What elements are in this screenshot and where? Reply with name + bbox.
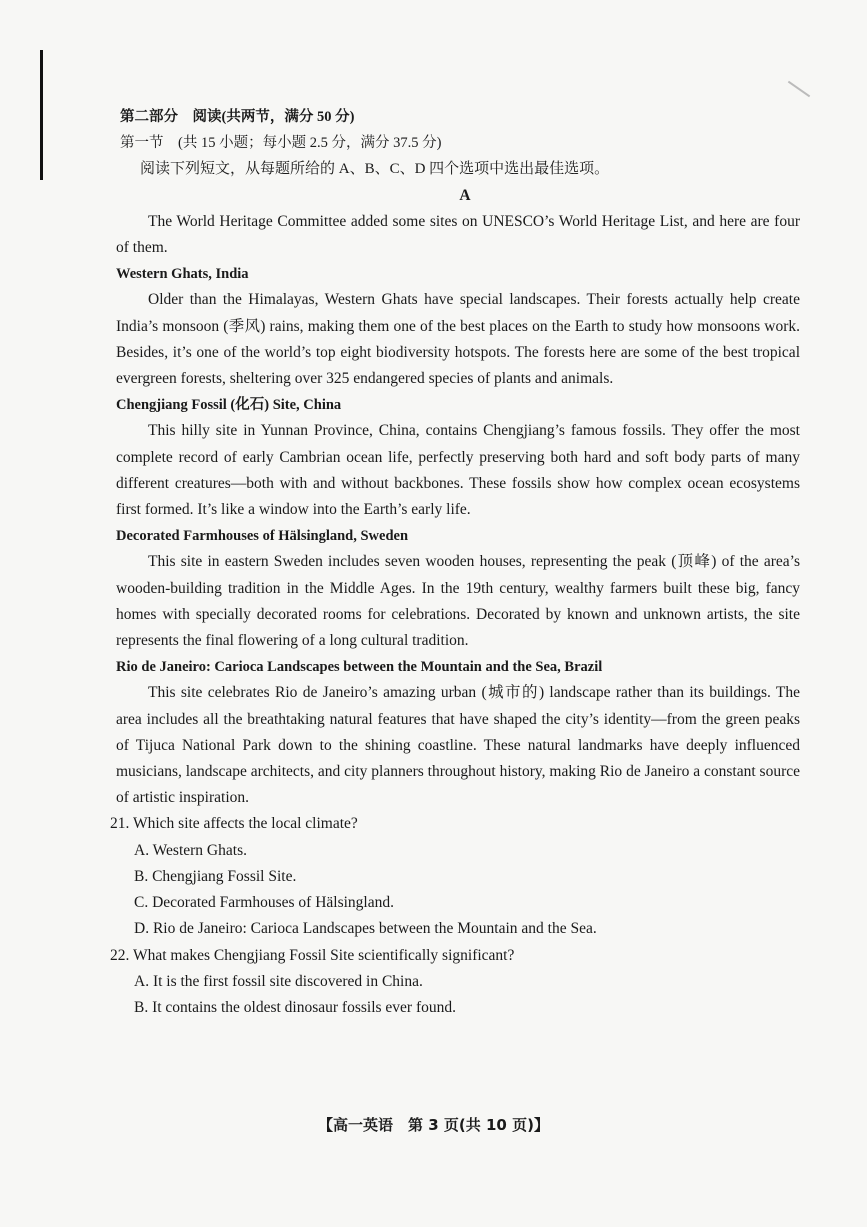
question-21: 21. Which site affects the local climate? [110,815,358,833]
binding-mark [40,50,43,180]
question-21-option-d: D. Rio de Janeiro: Carioca Landscapes between the Mountain and the Sea. [134,920,597,938]
site-heading-halsingland: Decorated Farmhouses of Hälsingland, Sweden [116,528,409,545]
site-body-rio: This site celebrates Rio de Janeiro’s amazing urban (城市的) landscape rather than its buildings. The area includes all the breathtaking natural features that have shaped the city’s identity—from the green peaks of Tijuca National Park down to the shining coastline. These natural landmarks have deeply influenced musicians, landscape architects, and city planners throughout history, making Rio de Janeiro a constant source of artistic inspiration. [116,684,800,807]
instruction: 阅读下列短文，从每题所给的 A、B、C、D 四个选项中选出最佳选项。 [140,161,610,178]
site-heading-rio: Rio de Janeiro: Carioca Landscapes between the Mountain and the Sea, Brazil [116,659,603,676]
section-title: 第一节 (共 15 小题；每小题 2.5 分，满分 37.5 分) [120,135,442,152]
question-22: 22. What makes Chengjiang Fossil Site scientifically significant? [110,946,515,964]
question-21-option-b: B. Chengjiang Fossil Site. [134,867,297,885]
site-heading-chengjiang: Chengjiang Fossil (化石) Site, China [116,397,342,414]
page-content [110,104,800,1021]
question-21-option-a: A. Western Ghats. [134,841,247,859]
part-title: 第二部分 阅读(共两节，满分 50 分) [120,109,355,125]
page-footer: 【高一英语 第 3 页(共 10 页)】 [318,1116,549,1134]
site-body-western-ghats: Older than the Himalayas, Western Ghats have special landscapes. Their forests actually help create India’s monsoon (季风) rains, making them one of the best places on the Earth to study how monsoons work. Besides, it’s one of the world’s top eight biodiversity hotspots. The forests here are some of the best tropical evergreen forests, sheltering over 325 endangered species of plants and animals. [116,291,800,388]
question-22-option-b: B. It contains the oldest dinosaur fossils ever found. [134,998,457,1016]
passage-intro: The World Heritage Committee added some sites on UNESCO’s World Heritage List, and here are four of them. [116,212,800,257]
question-21-option-c: C. Decorated Farmhouses of Hälsingland. [134,894,394,912]
site-body-halsingland: This site in eastern Sweden includes seven wooden houses, representing the peak (顶峰) of the area’s wooden-building tradition in the Middle Ages. In the 19th century, wealthy farmers built these big, fancy homes with specially decorated rooms for celebrations. Decorated by known and unknown artists, the site represents the final flowering of a long cultural tradition. [116,553,800,650]
question-22-option-a: A. It is the first fossil site discovered in China. [134,972,423,990]
site-heading-western-ghats: Western Ghats, India [116,266,249,283]
scan-mark [788,81,810,98]
passage-label: A [459,186,471,204]
site-body-chengjiang: This hilly site in Yunnan Province, China, contains Chengjiang’s famous fossils. They offer the most complete record of early Cambrian ocean life, perfectly preserving both hard and soft body parts of many different creatures—both with and without backbones. These fossils show how complex ocean ecosystems first formed. It’s like a window into the Earth’s early life. [116,422,800,519]
